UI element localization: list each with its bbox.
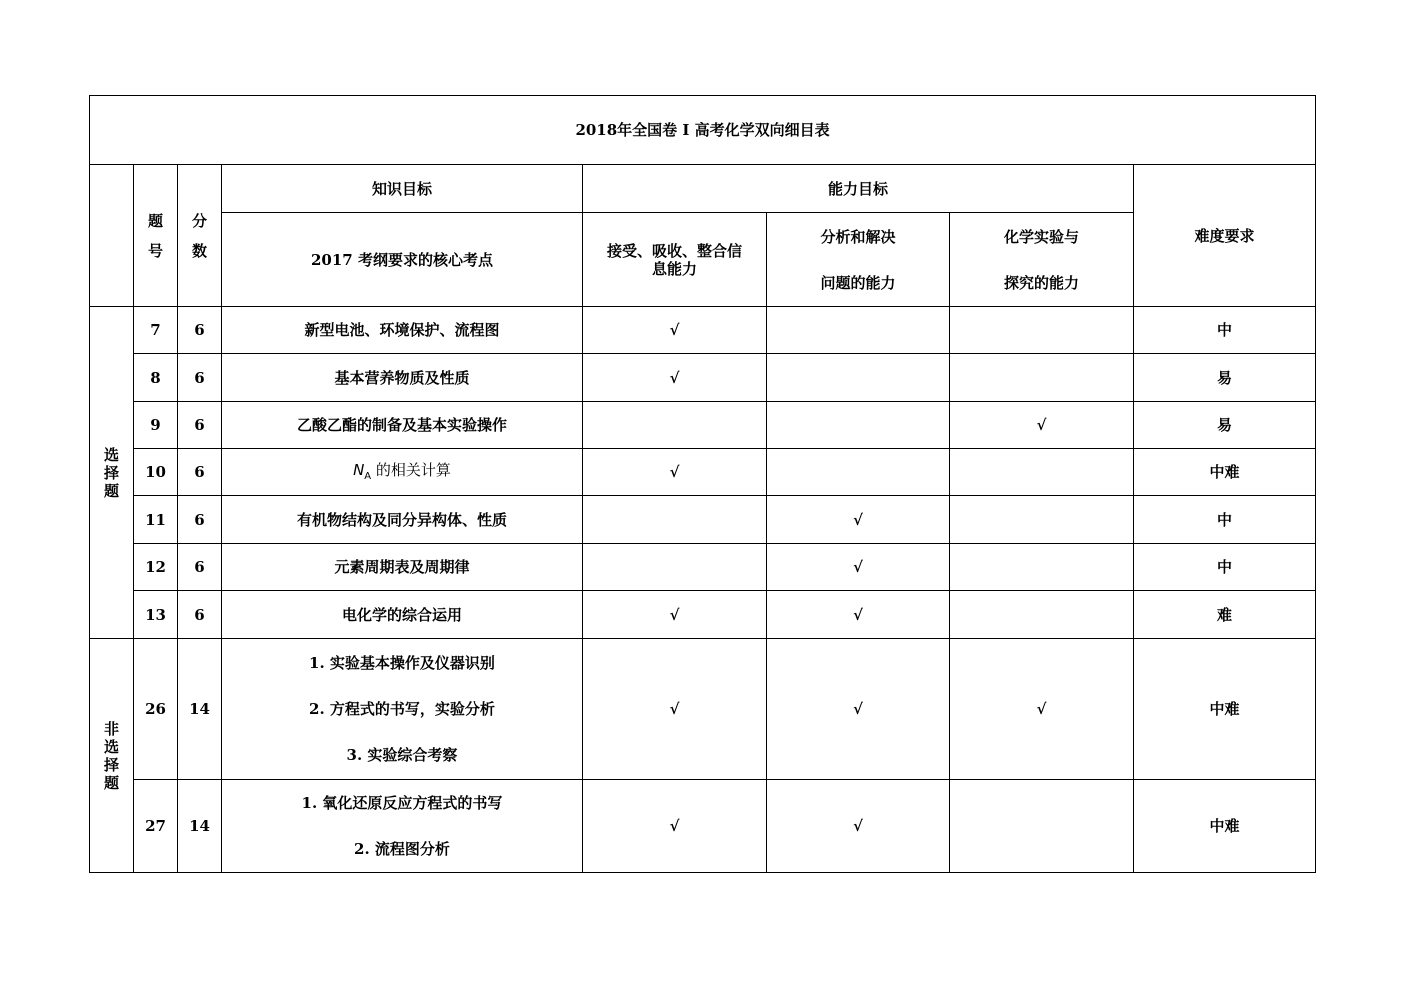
table-row — [90, 307, 1316, 354]
difficulty: 中难 — [1134, 639, 1316, 780]
header-ability-receive: 接受、吸收、整合信 息能力 — [583, 213, 767, 307]
ability-analyze-mark: √ — [767, 544, 950, 591]
question-number: 13 — [134, 591, 178, 639]
question-score: 6 — [178, 307, 222, 354]
question-score: 6 — [178, 544, 222, 591]
question-score: 6 — [178, 496, 222, 544]
ability-receive-mark: √ — [583, 780, 767, 873]
ability-receive-mark: √ — [583, 354, 767, 402]
ability-analyze-mark: √ — [767, 496, 950, 544]
knowledge-point: 1. 实验基本操作及仪器识别 — [309, 654, 495, 672]
header-ability-experiment: 化学实验与 探究的能力 — [950, 213, 1134, 307]
knowledge-point-list — [222, 639, 583, 780]
difficulty: 易 — [1134, 354, 1316, 402]
ability-experiment-mark: √ — [950, 639, 1134, 780]
difficulty: 中 — [1134, 496, 1316, 544]
knowledge-point: 有机物结构及同分异构体、性质 — [222, 496, 583, 544]
ability-experiment-mark: √ — [950, 402, 1134, 449]
table-row — [90, 496, 1316, 544]
table-row — [90, 780, 1316, 873]
knowledge-point: 基本营养物质及性质 — [222, 354, 583, 402]
ability-receive-mark: √ — [583, 449, 767, 496]
header-score: 分 数 — [178, 165, 222, 307]
ability-analyze-mark — [767, 354, 950, 402]
avogadro-subscript: A — [364, 471, 372, 482]
header-question-number: 题 号 — [134, 165, 178, 307]
knowledge-point: 电化学的综合运用 — [222, 591, 583, 639]
question-number: 26 — [134, 639, 178, 780]
knowledge-point-list — [222, 780, 583, 873]
spec-table — [89, 95, 1316, 873]
table-row — [90, 591, 1316, 639]
header-difficulty: 难度要求 — [1134, 165, 1316, 307]
question-number: 11 — [134, 496, 178, 544]
header-ability: 能力目标 — [583, 165, 1134, 213]
difficulty: 中难 — [1134, 780, 1316, 873]
difficulty: 中难 — [1134, 449, 1316, 496]
ability-experiment-mark — [950, 544, 1134, 591]
question-number: 10 — [134, 449, 178, 496]
corner-cell — [90, 165, 134, 307]
table-row — [90, 544, 1316, 591]
knowledge-point: 2. 方程式的书写，实验分析 — [309, 700, 495, 718]
question-number: 27 — [134, 780, 178, 873]
knowledge-point: 1. 氧化还原反应方程式的书写 — [301, 794, 503, 812]
ability-receive-mark — [583, 402, 767, 449]
ability-receive-mark: √ — [583, 307, 767, 354]
ability-analyze-mark: √ — [767, 591, 950, 639]
ability-experiment-mark — [950, 780, 1134, 873]
question-number: 12 — [134, 544, 178, 591]
header-knowledge-sub: 2017 考纲要求的核心考点 — [222, 213, 583, 307]
knowledge-point: 乙酸乙酯的制备及基本实验操作 — [222, 402, 583, 449]
ability-analyze-mark — [767, 307, 950, 354]
header-ability-analyze: 分析和解决 问题的能力 — [767, 213, 950, 307]
ability-receive-mark: √ — [583, 591, 767, 639]
ability-experiment-mark — [950, 449, 1134, 496]
table-row — [90, 354, 1316, 402]
header-knowledge: 知识目标 — [222, 165, 583, 213]
ability-receive-mark: √ — [583, 639, 767, 780]
table-row — [90, 449, 1316, 496]
question-number: 7 — [134, 307, 178, 354]
question-score: 6 — [178, 591, 222, 639]
difficulty: 中 — [1134, 307, 1316, 354]
question-score: 6 — [178, 449, 222, 496]
ability-experiment-mark — [950, 307, 1134, 354]
section-nonchoice: 非 选 择 题 — [90, 639, 134, 873]
table-row — [90, 639, 1316, 780]
ability-analyze-mark: √ — [767, 639, 950, 780]
question-score: 6 — [178, 402, 222, 449]
question-score: 14 — [178, 780, 222, 873]
ability-receive-mark — [583, 544, 767, 591]
knowledge-point: $N_A$ 的相关计算 — [222, 449, 583, 496]
table-row — [90, 402, 1316, 449]
section-choice: 选 择 题 — [90, 307, 134, 639]
question-score: 14 — [178, 639, 222, 780]
ability-receive-mark — [583, 496, 767, 544]
question-score: 6 — [178, 354, 222, 402]
knowledge-point: 元素周期表及周期律 — [222, 544, 583, 591]
knowledge-point: 新型电池、环境保护、流程图 — [222, 307, 583, 354]
ability-experiment-mark — [950, 354, 1134, 402]
ability-analyze-mark — [767, 402, 950, 449]
ability-experiment-mark — [950, 591, 1134, 639]
table-title: 2018年全国卷 I 高考化学双向细目表 — [90, 96, 1316, 165]
ability-analyze-mark — [767, 449, 950, 496]
knowledge-point: 2. 流程图分析 — [354, 840, 450, 858]
question-number: 9 — [134, 402, 178, 449]
knowledge-point: 3. 实验综合考察 — [346, 746, 458, 764]
question-number: 8 — [134, 354, 178, 402]
ability-analyze-mark: √ — [767, 780, 950, 873]
difficulty: 易 — [1134, 402, 1316, 449]
avogadro-symbol: N — [353, 461, 365, 479]
difficulty: 中 — [1134, 544, 1316, 591]
ability-experiment-mark — [950, 496, 1134, 544]
difficulty: 难 — [1134, 591, 1316, 639]
